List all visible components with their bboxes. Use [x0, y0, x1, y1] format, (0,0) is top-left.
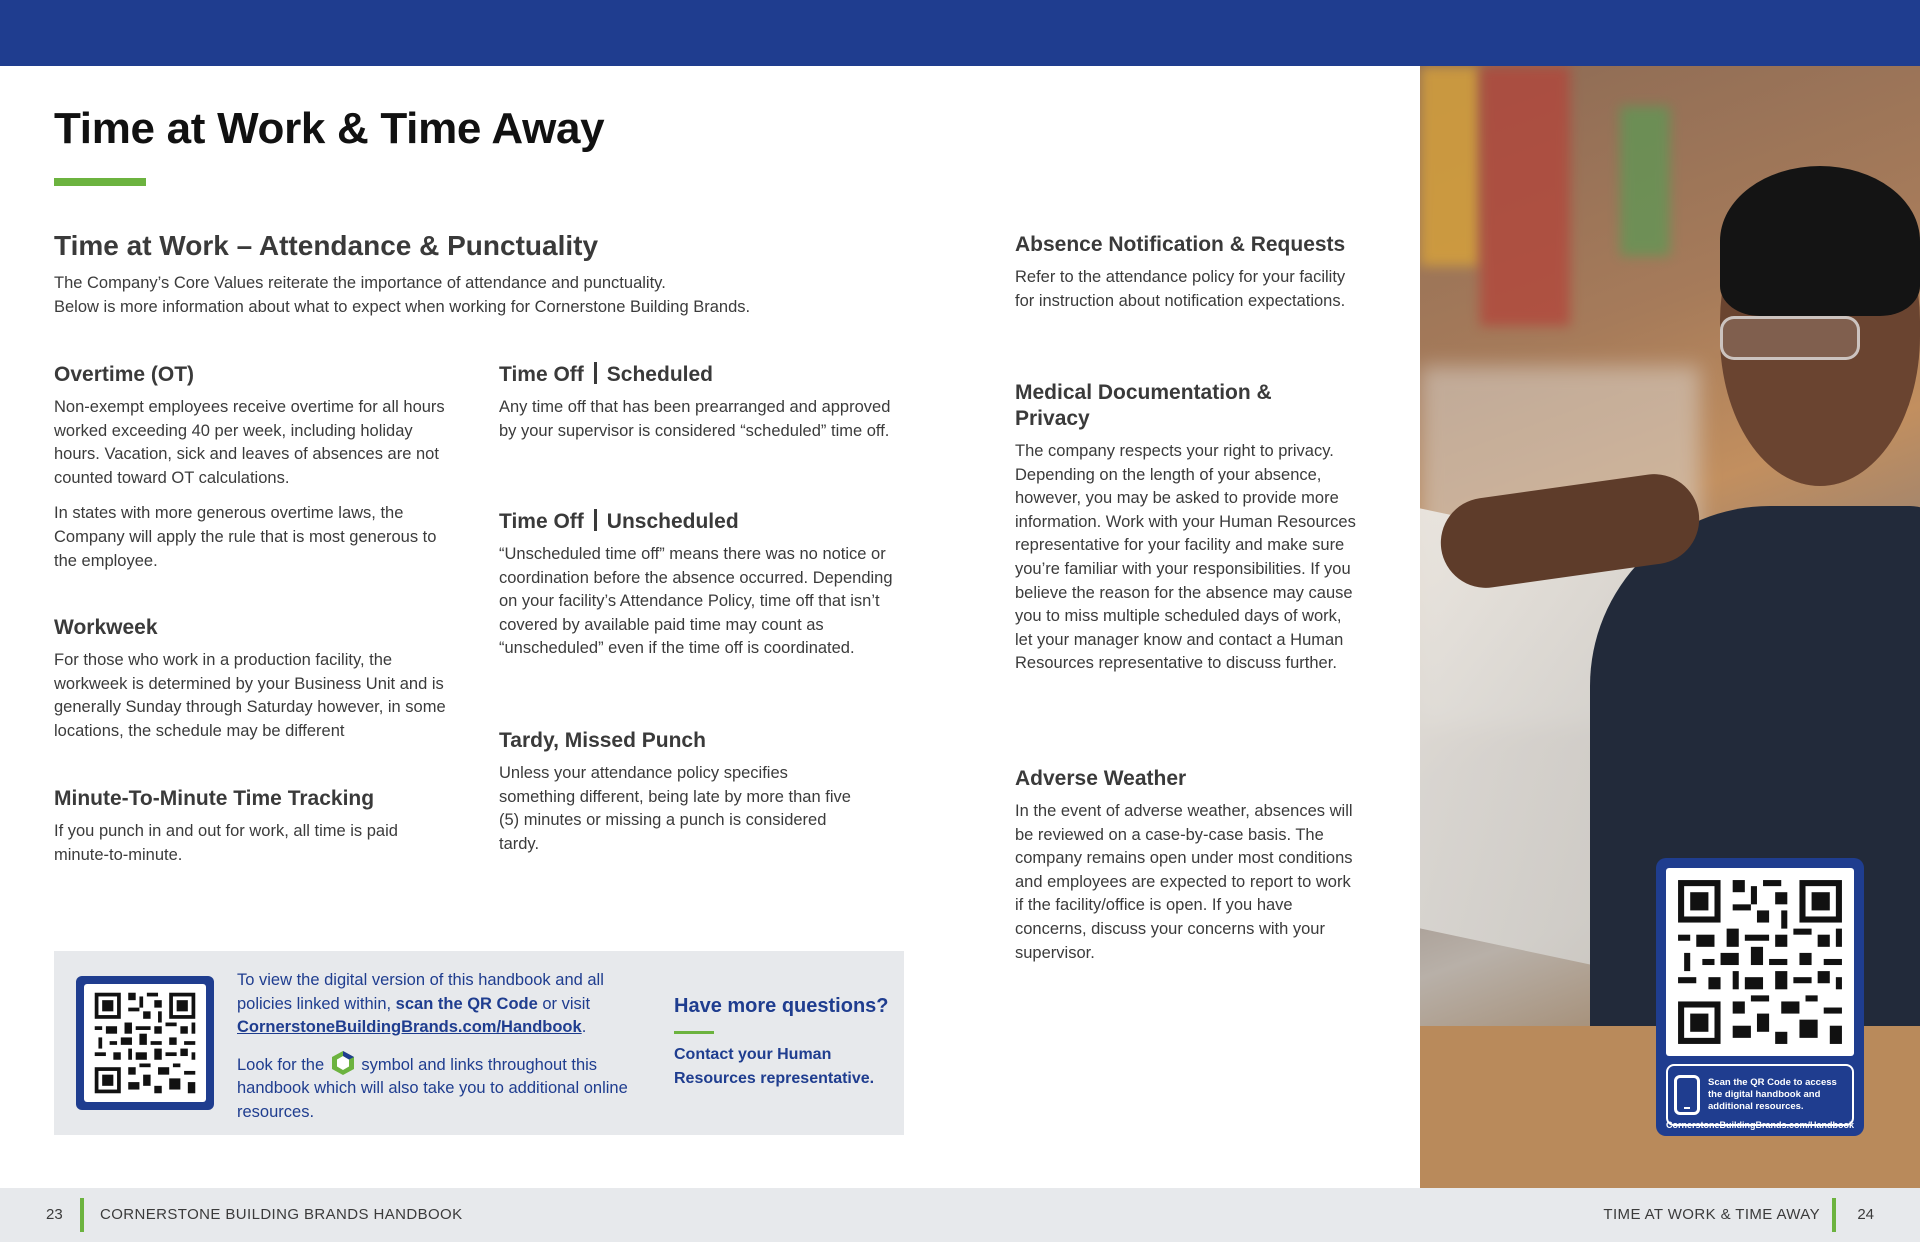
tardy-heading: Tardy, Missed Punch [499, 729, 706, 752]
overtime-paragraph-1: Non-exempt employees receive overtime for all hours worked exceeding 40 per week, including holiday hours. Vacation, sick and leaves of absences are not counted toward OT calculations. [54, 398, 445, 487]
photo-qr-card[interactable] [1656, 858, 1864, 1136]
scheduled-heading-b: Scheduled [606, 363, 713, 386]
absence-paragraph: Refer to the attendance policy for your facility for instruction about notification expectations. [1015, 268, 1346, 310]
footer-divider-left [80, 1198, 84, 1232]
handbook-info-box [54, 951, 904, 1135]
info-text-2a: Look for the [237, 1055, 325, 1074]
tracking-heading: Minute-To-Minute Time Tracking [54, 787, 375, 810]
qr-code-icon [89, 989, 201, 1097]
scheduled-paragraph: Any time off that has been prearranged and approved by your supervisor is considered “scheduled” time off. [499, 398, 891, 440]
workweek-paragraph: For those who work in a production facility, the workweek is determined by your Business Unit and is generally Sunday through Saturday however, in some locations, the schedule may be different [54, 651, 446, 740]
weather-paragraph: In the event of adverse weather, absences will be reviewed on a case-by-case basis. The company remains open under most conditions and employees are expected to report to work if the facility/office is open. If you have concerns, discuss your concerns with your supervisor. [1015, 802, 1353, 962]
page-number-left: 23 [46, 1206, 63, 1223]
medical-heading: Medical Documentation & Privacy [1015, 381, 1272, 430]
tracking-paragraph: If you punch in and out for work, all time is paid minute-to-minute. [54, 822, 398, 864]
handbook-link[interactable]: CornerstoneBuildingBrands.com/Handbook [237, 1018, 582, 1036]
tracking-section [54, 786, 414, 867]
scheduled-heading [499, 362, 894, 388]
tardy-paragraph: Unless your attendance policy specifies something different, being late by more than five (5) minutes or missing a punch is considered tardy. [499, 764, 851, 853]
heading-separator [594, 362, 597, 384]
questions-heading: Have more questions? [674, 995, 889, 1017]
info-paragraph-2 [237, 1050, 637, 1125]
qr-caption-text: Scan the QR Code to access the digital handbook and additional resources. [1708, 1077, 1837, 1112]
workweek-heading: Workweek [54, 616, 158, 639]
unscheduled-heading [499, 509, 899, 535]
page-title: Time at Work & Time Away [54, 104, 605, 153]
intro-text [54, 272, 914, 319]
workweek-section [54, 615, 464, 743]
heading-separator [594, 509, 597, 531]
phone-icon [1674, 1075, 1700, 1115]
footer-divider-right [1832, 1198, 1836, 1232]
unscheduled-heading-b: Unscheduled [606, 510, 739, 533]
footer-label-left: CORNERSTONE BUILDING BRANDS HANDBOOK [100, 1206, 463, 1223]
info-text-1d: . [581, 1018, 587, 1036]
scheduled-heading-a: Time Off [499, 363, 584, 386]
tardy-section [499, 728, 859, 856]
qr-code-icon [1672, 874, 1848, 1050]
footer [0, 1188, 1920, 1242]
questions-subtext: Contact your Human Resources representative. [674, 1046, 875, 1087]
hexagon-link-icon [331, 1050, 355, 1076]
questions-underline [674, 1031, 714, 1034]
top-banner [0, 0, 1920, 66]
unscheduled-heading-a: Time Off [499, 510, 584, 533]
info-text-1c: or visit [537, 994, 591, 1013]
unscheduled-section [499, 509, 899, 661]
intro-line-2: Below is more information about what to expect when working for Cornerstone Building Brands. [54, 297, 751, 316]
absence-section [1015, 232, 1355, 313]
qr-caption-url: CornerstoneBuildingBrands.com/Handbook [1666, 1120, 1855, 1130]
overtime-heading: Overtime (OT) [54, 363, 195, 386]
intro-line-1: The Company’s Core Values reiterate the importance of attendance and punctuality. [54, 274, 666, 292]
info-paragraph-1 [237, 969, 637, 1040]
medical-paragraph: The company respects your right to privacy. Depending on the length of your absence, however, you may be asked to provide more information. Work with your Human Resources representative for your facility and make sure you’re familiar with your responsibilities. If you believe the reason for the absence may cause you to miss multiple scheduled days of work, let your manager know and contact a Human Resources representative to discuss further. [1015, 442, 1356, 673]
title-underline [54, 178, 146, 186]
info-text [237, 969, 637, 1124]
info-text-2b: symbol and links throughout this handbook which will also take you to additional online resources. [237, 1055, 628, 1121]
overtime-paragraph-2: In states with more generous overtime laws, the Company will apply the rule that is most generous to the employee. [54, 504, 437, 570]
weather-heading: Adverse Weather [1015, 767, 1187, 790]
weather-section [1015, 766, 1355, 965]
qr-caption [1666, 1064, 1854, 1126]
overtime-section [54, 362, 454, 573]
medical-section [1015, 380, 1360, 676]
page-number-right: 24 [1857, 1206, 1874, 1223]
scheduled-section [499, 362, 894, 443]
footer-label-right: TIME AT WORK & TIME AWAY [1603, 1206, 1820, 1223]
info-text-scan: scan the QR Code [395, 994, 538, 1013]
section-title: Time at Work – Attendance & Punctuality [54, 230, 599, 261]
qr-code[interactable] [76, 976, 214, 1110]
info-text-1a: To view the digital version of this handbook and all policies linked within, [237, 971, 604, 1013]
unscheduled-paragraph: “Unscheduled time off” means there was no notice or coordination before the absence occurred. Depending on your facility’s Attendance Policy, time off that isn’t covered by available paid time may count as “unscheduled” even if the time off is coordinated. [499, 545, 893, 658]
absence-heading: Absence Notification & Requests [1015, 233, 1346, 256]
